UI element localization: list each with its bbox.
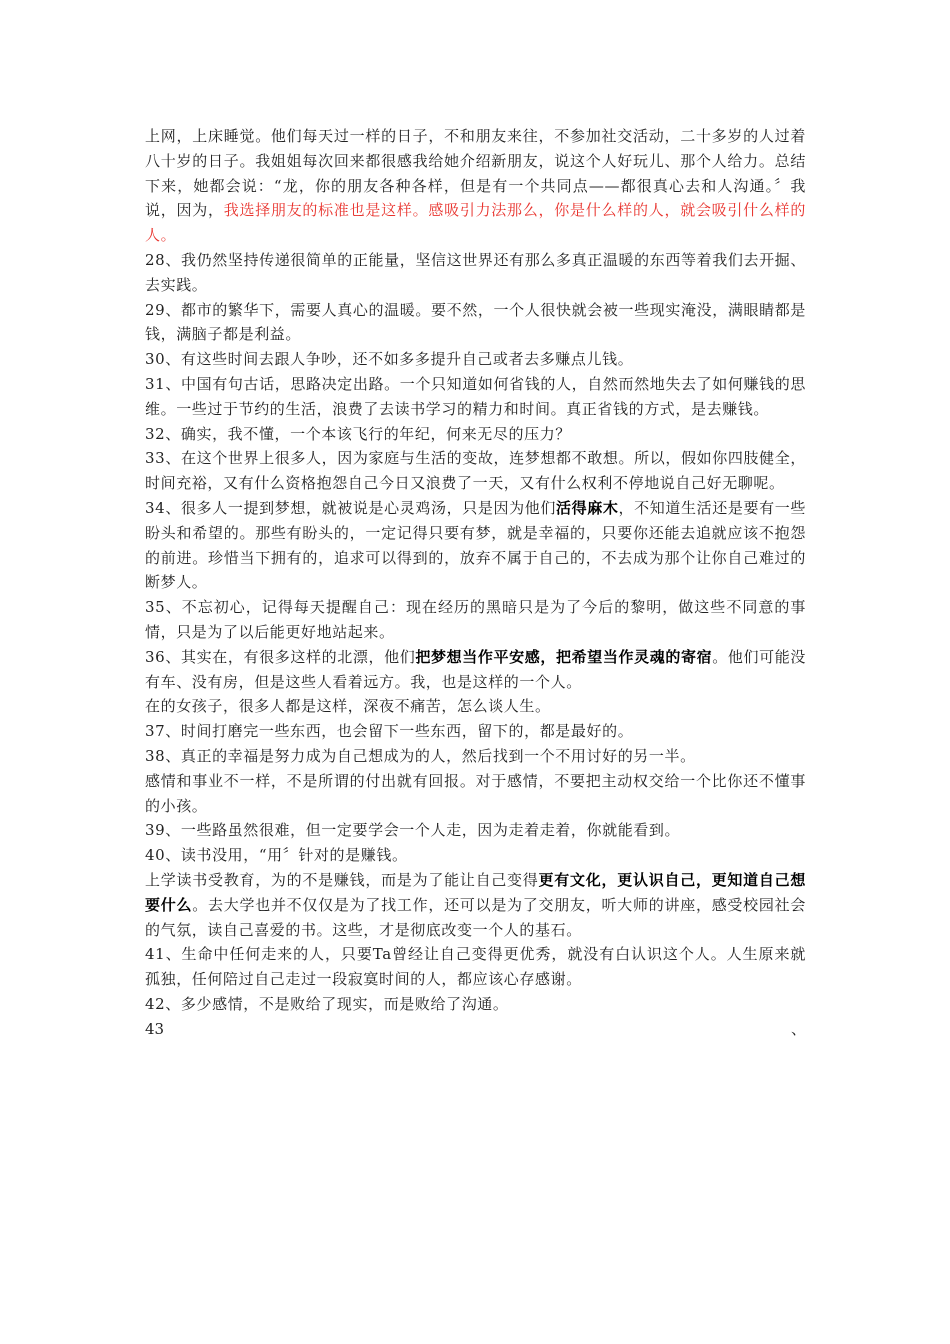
paragraph (145, 446, 806, 496)
paragraph (145, 719, 806, 744)
item-number: 43 (145, 1019, 165, 1038)
paragraph-text: 29、都市的繁华下，需要人真心的温暖。要不然，一个人很快就会被一些现实淹没，满眼睛都是钱，满脑子都是利益。 (145, 300, 806, 344)
paragraph-text: 38、真正的幸福是努力成为自己想成为的人，然后找到一个不用讨好的另一半。 (145, 746, 696, 765)
paragraph-text: 40、读书没用，“用〞针对的是赚钱。 (145, 846, 408, 865)
paragraph-text: 32、确实，我不懂，一个本该飞行的年纪，何来无尽的压力？ (145, 424, 571, 443)
item-separator: 、 (790, 1019, 806, 1038)
paragraph (145, 248, 806, 298)
paragraph-text: 37、时间打磨完一些东西，也会留下一些东西，留下的，都是最好的。 (145, 722, 634, 741)
paragraph (145, 298, 806, 348)
paragraph-text: 。去大学也并不仅仅是为了找工作，还可以是为了交朋友，听大师的讲座，感受校园社会的气氛，读自己喜爱的书。这些，才是彻底改变一个人的基石。 (145, 895, 806, 939)
paragraph (145, 694, 806, 719)
document-body (145, 124, 806, 1041)
paragraph (145, 645, 806, 695)
paragraph-text: 34、很多人一提到梦想，就被说是心灵鸡汤，只是因为他们 (145, 498, 556, 517)
paragraph (145, 347, 806, 372)
paragraph-text: ，不知道生活还是要有一些盼头和希望的。那些有盼头的，一定记得只要有梦，就是幸福的，只要你还能去追就应该不抱怨的前进。珍惜当下拥有的，追求可以得到的，放弃不属于自己的，不去成为那个让你自己难过的断梦人。 (145, 498, 806, 592)
paragraph (145, 843, 806, 868)
paragraph (145, 818, 806, 843)
paragraph-text: 39、一些路虽然很难，但一定要学会一个人走，因为走着走着，你就能看到。 (145, 821, 681, 840)
item-number-line (145, 1017, 806, 1042)
paragraph-text: 42、多少感情，不是败给了现实，而是败给了沟通。 (145, 994, 509, 1013)
paragraph-text: 。他们可能没有车、没有房，但是这些人看着远方。我，也是这样的一个人。 (145, 647, 806, 691)
paragraph (145, 124, 806, 248)
paragraph (145, 422, 806, 447)
paragraph (145, 595, 806, 645)
paragraph-text: 30、有这些时间去跟人争吵，还不如多多提升自己或者去多赚点儿钱。 (145, 350, 634, 369)
paragraph (145, 868, 806, 942)
paragraph-text: 31、中国有句古话，思路决定出路。一个只知道如何省钱的人，自然而然地失去了如何赚钱的思维。一些过于节约的生活，浪费了去读书学习的精力和时间。真正省钱的方式，是去赚钱。 (145, 374, 806, 418)
paragraph (145, 372, 806, 422)
bold-text: 更有文化，更认识自己，更知道自己想要什么 (145, 870, 806, 914)
paragraph-text: 33、在这个世界上很多人，因为家庭与生活的变故，连梦想都不敢想。所以，假如你四肢健全，时间充裕，又有什么资格抱怨自己今日又浪费了一天，又有什么权利不停地说自己好无聊呢。 (145, 449, 806, 493)
paragraph (145, 744, 806, 769)
paragraph-text: 上学读书受教育，为的不是赚钱，而是为了能让自己变得 (145, 870, 539, 889)
paragraph-text: 41、生命中任何走来的人，只要Ta曾经让自己变得更优秀，就没有白认识这个人。人生原来就孤独，任何陪过自己走过一段寂寞时间的人，都应该心存感谢。 (145, 945, 806, 989)
paragraph-text: 上网，上床睡觉。他们每天过一样的日子，不和朋友来往，不参加社交活动，二十多岁的人过着八十岁的日子。我姐姐每次回来都很感我给她介绍新朋友，说这个人好玩儿、那个人给力。总结下来，她都会说：“龙，你的朋友各种各样，但是有一个共同点——都很真心去和人沟通。〞我说，因为， (145, 127, 806, 220)
bold-text: 把梦想当作平安感，把希望当作灵魂的寄宿 (415, 647, 713, 666)
paragraph-text: 35、不忘初心，记得每天提醒自己：现在经历的黑暗只是为了今后的黎明，做这些不同意的事情，只是为了以后能更好地站起来。 (145, 598, 806, 641)
bold-text: 活得麻木 (555, 498, 619, 517)
paragraph-text: 28、我仍然坚持传递很简单的正能量，坚信这世界还有那么多真正温暖的东西等着我们去开掘、去实践。 (145, 250, 806, 294)
paragraph-text: 在的女孩子，很多人都是这样，深夜不痛苦，怎么谈人生。 (145, 697, 551, 716)
paragraph (145, 496, 806, 595)
highlighted-text: 我选择朋友的标准也是这样。感吸引力法那么，你是什么样的人，就会吸引什么样的人。 (145, 201, 806, 245)
paragraph (145, 992, 806, 1017)
paragraph (145, 942, 806, 992)
paragraph-text: 36、其实在，有很多这样的北漂，他们 (145, 647, 416, 666)
paragraph-text: 感情和事业不一样，不是所谓的付出就有回报。对于感情，不要把主动权交给一个比你还不懂事的小孩。 (145, 771, 806, 815)
paragraph (145, 769, 806, 819)
